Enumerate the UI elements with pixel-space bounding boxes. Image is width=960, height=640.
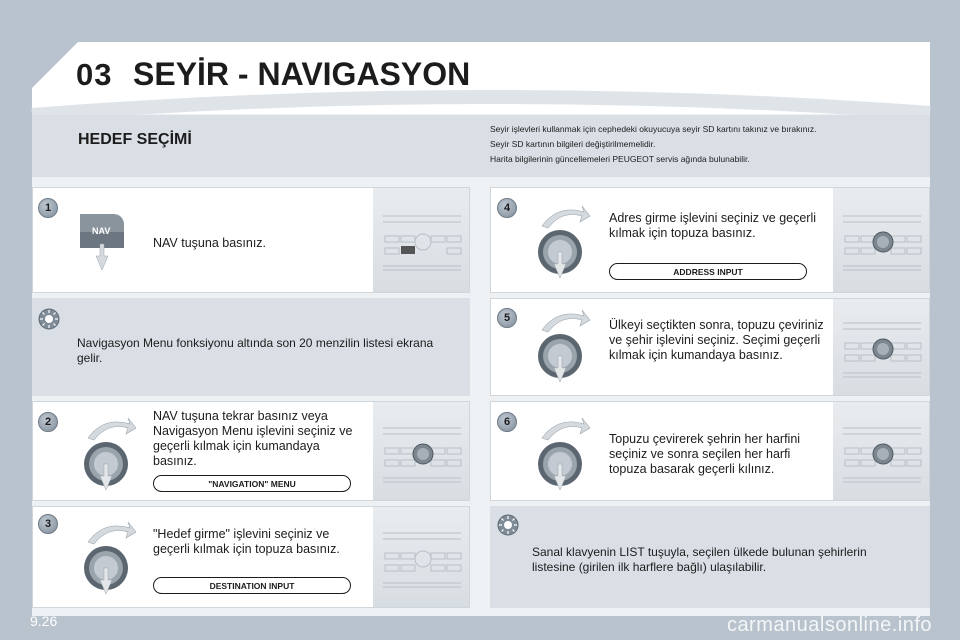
tip-1-text: Navigasyon Menu fonksiyonu altında son 20 menzilin listesi ekrana gelir.: [77, 336, 434, 365]
step-3-badge: 3: [38, 514, 58, 534]
rotary-knob-icon: [78, 518, 138, 598]
radio-panel-image: [833, 402, 929, 500]
radio-panel-icon: [839, 315, 925, 381]
address-input-label: ADDRESS INPUT: [609, 263, 807, 280]
step-2-text: NAV tuşuna tekrar basınız veya Navigasyon Menu işlevini seçiniz ve geçerli kılmak için kumandaya basınız.: [153, 409, 353, 468]
step-5-text: Ülkeyi seçtikten sonra, topuzu çeviriniz ve şehir işlevini seçiniz. Seçimi geçerli kılmak için kumandaya basınız.: [609, 318, 824, 362]
rotary-knob-icon: [532, 202, 592, 282]
destination-input-label: DESTINATION INPUT: [153, 577, 351, 594]
step-2-badge: 2: [38, 412, 58, 432]
chapter-number: 03: [76, 57, 113, 92]
step-4-text: Adres girme işlevini seçiniz ve geçerli kılmak için topuza basınız.: [609, 211, 817, 240]
rotary-knob-icon: [78, 414, 138, 494]
step-3-text: "Hedef girme" işlevini seçiniz ve geçerli kılmak için topuza basınız.: [153, 527, 340, 556]
radio-panel-image: [833, 299, 929, 395]
radio-panel-image: [373, 188, 469, 292]
intro-line: Seyir işlevleri kullanmak için cephedeki okuyucuya seyir SD kartını takınız ve bırakınız.: [490, 124, 817, 134]
chapter-title: SEYİR - NAVIGASYON: [133, 56, 471, 92]
step-1-text: NAV tuşuna basınız.: [153, 236, 267, 250]
page-number: 9.26: [30, 613, 58, 629]
intro-line: Harita bilgilerinin güncellemeleri PEUGEOT servis ağında bulunabilir.: [490, 154, 750, 164]
radio-panel-icon: [379, 208, 465, 274]
radio-panel-image: [373, 402, 469, 500]
step-4-badge: 4: [497, 198, 517, 218]
intro-notes: [490, 122, 920, 167]
step-1-badge: 1: [38, 198, 58, 218]
nav-button-icon: [78, 212, 128, 272]
radio-panel-icon: [379, 420, 465, 486]
radio-panel-image: [373, 507, 469, 607]
radio-panel-image: [833, 188, 929, 292]
radio-panel-icon: [839, 420, 925, 486]
step-6-badge: 6: [497, 412, 517, 432]
lightbulb-icon: [38, 308, 60, 330]
radio-panel-icon: [379, 525, 465, 591]
step-6-text: Topuzu çevirerek şehrin her harfini seçiniz ve sonra seçilen her harfi topuza basarak geçerli kılınız.: [609, 432, 801, 476]
tip-2-text: Sanal klavyenin LIST tuşuyla, seçilen ülkede bulunan şehirlerin listesine (girilen ilk harflere bağlı) ulaşılabilir.: [532, 545, 867, 574]
rotary-knob-icon: [532, 414, 592, 494]
lightbulb-icon: [497, 514, 519, 536]
watermark: carmanualsonline.info: [726, 614, 932, 636]
intro-line: Seyir SD kartının bilgileri değiştirilmemelidir.: [490, 139, 656, 149]
nav-key-label: NAV: [92, 226, 111, 236]
step-5-badge: 5: [497, 308, 517, 328]
section-title: HEDEF SEÇİMİ: [78, 131, 192, 148]
navigation-menu-label: "NAVIGATION" MENU: [153, 475, 351, 492]
radio-panel-icon: [839, 208, 925, 274]
rotary-knob-icon: [532, 306, 592, 386]
